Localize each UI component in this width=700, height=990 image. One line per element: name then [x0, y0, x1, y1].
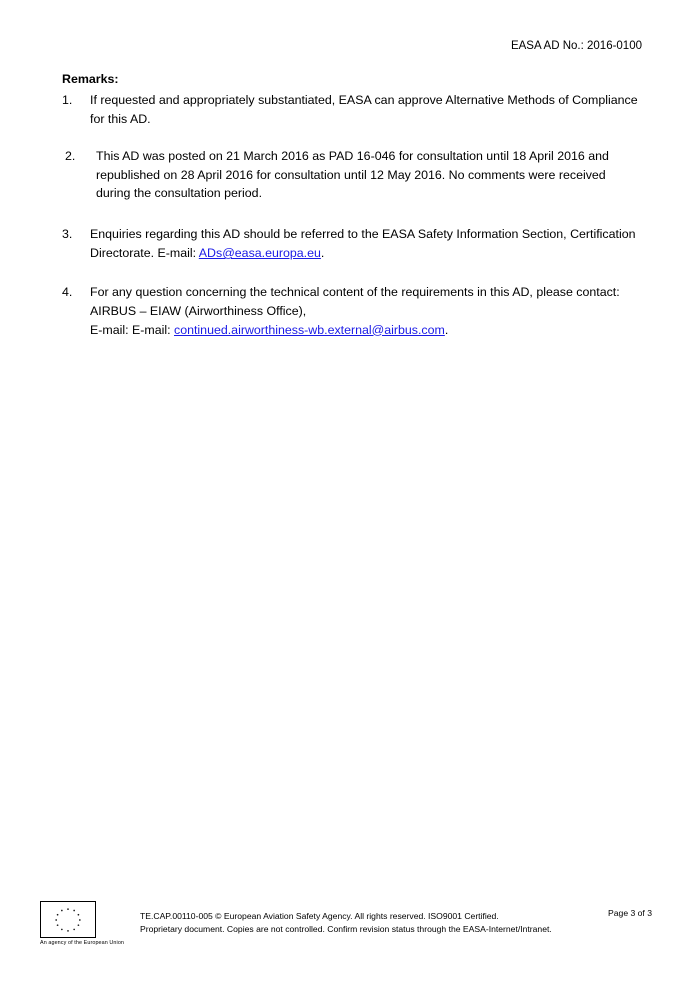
document-body [62, 72, 642, 352]
remark-item-3 [62, 225, 642, 263]
remark-item-3-text-before: Enquiries regarding this AD should be referred to the EASA Safety Information Section, Certification Directorate. E-mail: [90, 227, 636, 261]
remark-item-1-number: 1. [62, 93, 73, 107]
remark-item-4 [62, 283, 642, 340]
remarks-heading: Remarks: [62, 72, 119, 86]
remark-item-3-text [90, 225, 642, 263]
footer-legal-line-1: TE.CAP.00110-005 © European Aviation Safety Agency. All rights reserved. ISO9001 Certified. [140, 911, 499, 921]
eu-flag-caption: An agency of the European Union [40, 940, 125, 946]
remark-item-3-text-after: . [320, 246, 325, 261]
document-footer [0, 898, 700, 958]
remark-item-2-text: This AD was posted on 21 March 2016 as PAD 16-046 for consultation until 18 April 2016 and republished on 28 April 2016 for consultation until 12 May 2016. No comments were received during the consultation period. [96, 148, 609, 201]
remark-item-4-text [90, 283, 642, 340]
footer-legal-line-2: Proprietary document. Copies are not controlled. Confirm revision status through the EASA-Internet/Intranet. [140, 924, 552, 935]
remark-item-2-number: 2. [65, 148, 76, 163]
remark-item-1-text: If requested and appropriately substantiated, EASA can approve Alternative Methods of Compliance for this AD. [90, 93, 638, 126]
easa-ads-email-link[interactable]: ADs@easa.europa.eu [198, 246, 321, 261]
remark-item-4-text-before: For any question concerning the technical content of the requirements in this AD, please contact: AIRBUS – EIAW (Airworthiness Office), [90, 284, 620, 318]
airbus-airworthiness-email-link[interactable]: continued.airworthiness-wb.external@airbus.com [174, 322, 445, 337]
remark-item-4-text-after: . [444, 322, 449, 337]
page-number: Page 3 of 3 [608, 908, 652, 918]
remark-item-1 [62, 91, 642, 129]
remark-item-3-number: 3. [62, 227, 73, 242]
remark-item-4-number: 4. [62, 284, 73, 299]
european-union-flag-icon [40, 901, 96, 938]
remark-item-4-line2-before: E-mail: E-mail: [90, 322, 174, 337]
document-header-reference: EASA AD No.: 2016-0100 [510, 40, 642, 52]
remark-item-2 [62, 147, 642, 204]
footer-legal-text [140, 910, 610, 937]
